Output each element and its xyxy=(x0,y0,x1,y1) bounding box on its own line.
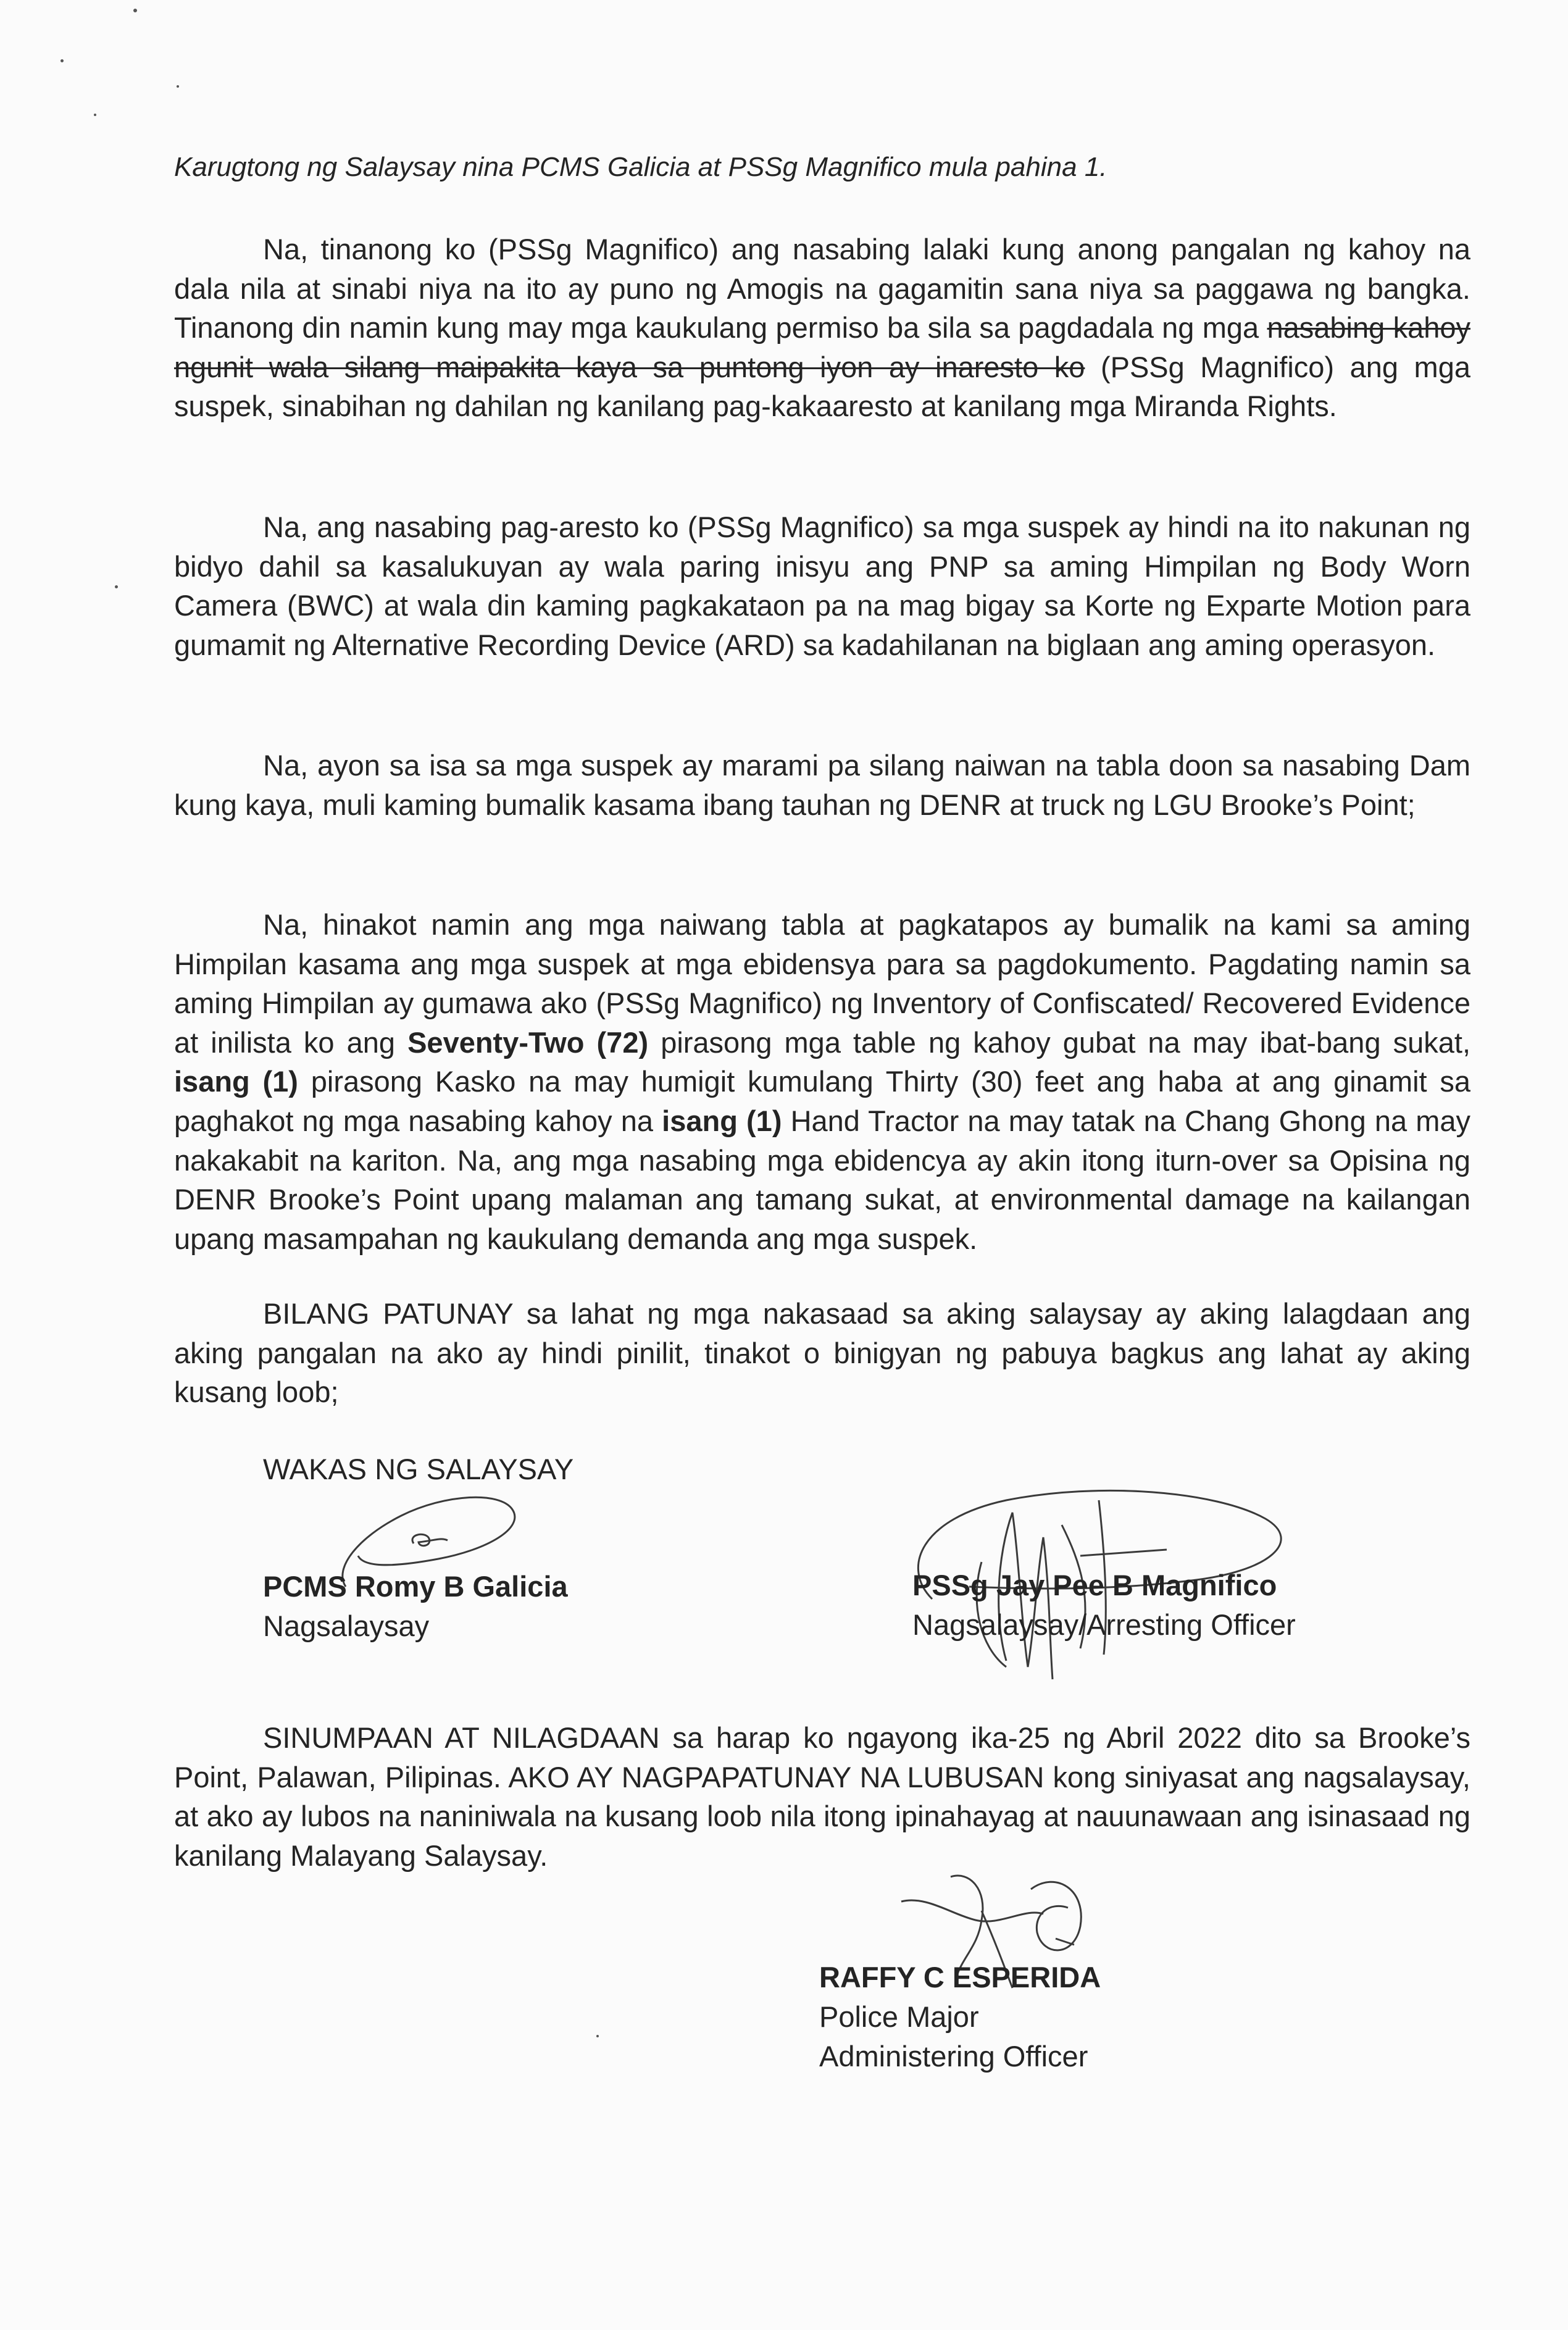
paragraph-1-text-a: Na, tinanong ko (PSSg Magnifico) ang nasabing lalaki kung anong pangalan ng kahoy na dala nila at sinabi niya na ito ay puno ng Amogis na gagamitin sana niya sa paggawa ng bangka. Tinanong din namin kung may mga kaukulang permiso ba sila sa pagdadala ng mga xyxy=(174,233,1470,344)
paragraph-4-text-c: pirasong mga table ng kahoy gubat na may ibat-bang sukat, xyxy=(661,1025,1471,1059)
quantity-isang-1-tractor: isang (1) xyxy=(662,1104,782,1137)
paragraph-3: Na, ayon sa isa sa mga suspek ay marami pa silang naiwan na tabla doon sa nasabing Dam kung kaya, muli kaming bumalik kasama ibang tauhan ng DENR at truck ng LGU Brooke’s Point; xyxy=(174,749,1470,821)
scan-speck xyxy=(133,9,137,12)
paragraph-1 xyxy=(174,230,1470,426)
signatory-name: RAFFY C ESPERIDA xyxy=(819,1961,1101,1994)
signatory-rank: Police Major xyxy=(819,2000,979,2033)
continuation-header: Karugtong ng Salaysay nina PCMS Galicia at PSSg Magnifico mula pahina 1. xyxy=(174,152,1107,182)
paragraph-5: BILANG PATUNAY sa lahat ng mga nakasaad sa aking salaysay ay aking lalagdaan ang aking pangalan na ako ay hindi pinilit, tinakot o binigyan ng pabuya bagkus ang lahat ay aking kusang loob; xyxy=(174,1297,1470,1409)
scan-speck xyxy=(596,2035,599,2037)
signatory-role: Nagsalaysay/Arresting Officer xyxy=(912,1608,1296,1641)
signatory-magnifico xyxy=(912,1566,1296,1645)
paragraph-4-text-a: Na, hinakot namin ang mga naiwang tabla at pagkatapos ay bumalik na kami sa aming Himpilan kasama ang mga suspek at mga ebidensya para sa pagdokumento. Pagdating namin sa aming Himpilan ay gumawa ako (PSSg Magnifico) ng Inventory of Confiscated/ Recovered Evidence at inilista ko ang xyxy=(174,908,1470,1059)
closing-line: WAKAS NG SALAYSAY xyxy=(263,1453,574,1485)
signatory-role: Administering Officer xyxy=(819,2040,1088,2073)
paragraph-4-text-e: Hand Tractor na may tatak na Chang Ghong na may nakakabit na kariton. Na, ang mga nasabing mga ebidencya ay akin itong iturn-over sa Opisina ng DENR Brooke’s Point upang malaman ang tamang sukat, at environmental damage na kailangan upang masampahan ng kaukulang demanda ang mga suspek. xyxy=(174,1104,1470,1255)
scan-speck xyxy=(177,85,179,88)
signatory-name: PSSg Jay Pee B Magnifico xyxy=(912,1569,1277,1601)
paragraph-4 xyxy=(174,905,1470,1258)
quantity-seventy-two: Seventy-Two (72) xyxy=(407,1025,649,1059)
scan-speck xyxy=(115,585,118,588)
scan-speck xyxy=(94,114,96,116)
paragraph-4-text-d: pirasong Kasko na may humigit kumulang Thirty (30) feet ang haba at ang ginamit sa paghakot ng mga nasabing kahoy na xyxy=(174,1065,1471,1137)
scan-speck xyxy=(60,59,64,62)
signatory-esperida xyxy=(819,1958,1101,2076)
signatory-galicia xyxy=(263,1567,568,1646)
quantity-isang-1: isang (1) xyxy=(174,1065,298,1098)
paragraph-1-struck-text: nasabing kahoy ngunit wala silang maipakita kaya sa puntong iyon ay inaresto ko xyxy=(174,311,1470,383)
signatory-name: PCMS Romy B Galicia xyxy=(263,1570,568,1603)
signatory-role: Nagsalaysay xyxy=(263,1610,430,1642)
paragraph-oath: SINUMPAAN AT NILAGDAAN sa harap ko ngayong ika-25 ng Abril 2022 dito sa Brooke’s Point, Palawan, Pilipinas. AKO AY NAGPAPATUNAY NA LUBUSAN kong siniyasat ang nagsalaysay, at ako ay lubos na naniniwala na kusang loob nila itong ipinahayag at nauunawaan ang isinasaad ng kanilang Malayang Salaysay. xyxy=(174,1721,1470,1872)
paragraph-1-text-b: (PSSg Magnifico) ang mga suspek, sinabihan ng dahilan ng kanilang pag-kakaaresto at kanilang mga Miranda Rights. xyxy=(174,350,1470,423)
paragraph-2: Na, ang nasabing pag-aresto ko (PSSg Magnifico) sa mga suspek ay hindi na ito nakunan ng bidyo dahil sa kasalukuyan ay wala paring inisyu ang PNP sa aming Himpilan ng Body Worn Camera (BWC) at wala din kaming pagkakataon pa na mag bigay sa Korte ng Exparte Motion para gumamit ng Alternative Recording Device (ARD) sa kadahilanan na biglaan ang aming operasyon. xyxy=(174,511,1470,661)
